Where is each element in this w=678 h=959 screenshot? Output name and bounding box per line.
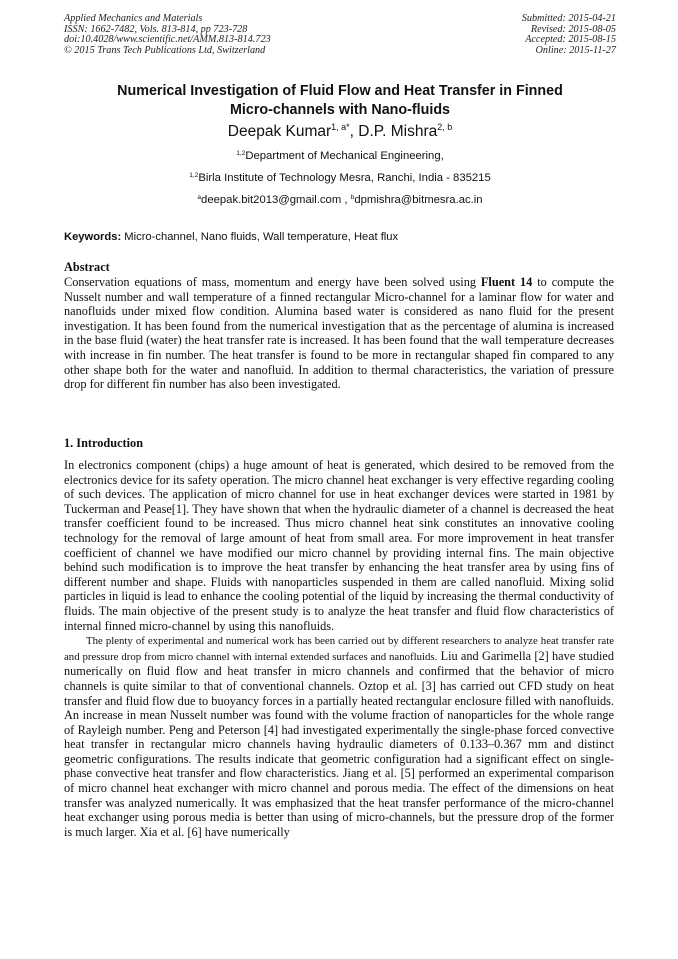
email-b[interactable]: dpmishra@bitmesra.ac.in	[354, 194, 483, 206]
journal-issn: ISSN: 1662-7482, Vols. 813-814, pp 723-728	[64, 23, 248, 35]
journal-info	[64, 14, 271, 56]
aff2-text: Birla Institute of Technology Mesra, Ranchi, India - 835215	[198, 172, 491, 184]
aff1-sup: 1,2	[236, 149, 246, 157]
abstract-text-start: Conservation equations of mass, momentum and energy have been solved using	[64, 275, 481, 289]
intro-paragraph-2-small: The plenty of experimental and numerical work has been carried out by different researchers to analyze heat transfer rate and pressure drop from micro channel with internal extended surfaces and nanofluids.	[64, 635, 614, 663]
date-online: Online: 2015-11-27	[535, 44, 616, 56]
author-emails	[64, 193, 616, 207]
journal-name: Applied Mechanics and Materials	[64, 13, 203, 24]
author-1: Deepak Kumar	[227, 123, 332, 140]
keywords-text: Micro-channel, Nano fluids, Wall temperature, Heat flux	[121, 231, 399, 243]
author-2: D.P. Mishra	[358, 123, 438, 140]
aff2-sup: 1,2	[189, 171, 199, 179]
title-line-2: Micro-channels with Nano-fluids	[229, 101, 451, 118]
intro-paragraph-1: In electronics component (chips) a huge amount of heat is generated, which desired to be removed from the electronics device for its safety operation. The micro channel heat exchanger is very effective regarding cooling of such devices. The application of micro channel for use in heat exchanger devices were started in 1981 by Tuckerman and Pease[1]. They have shown that when the hydraulic diameter of a channel is decreased the heat transfer coefficient found to be increased. Thus micro channel heat sink constitutes an innovative cooling technology for the removal of large amount of heat from small area. For more improvement in heat transfer coefficient of channel we have modified our micro channel by providing internal fins. The main objective behind such modification is to improve the heat transfer by enhancing the heat transfer area by using fins of different number and shape. Fluids with nanoparticles suspended in them are called nanofluid. Mixing solid particles in liquid is lead to enhance the cooling potential of the liquid by increasing the thermal conductivity of fluids. The main objective of the present study is to analyze the heat transfer and fluid flow characteristics of internal finned micro-channel by using this nanofluids.	[64, 458, 614, 633]
abstract-text-end: to compute the Nusselt number and wall temperature of a finned rectangular Micro-channel for a laminar flow for water and nanofluids under mixed flow condition. Alumina based water is considered as nano fluid for the present investigation. It has been found from the numerical investigation that as the percentage of alumina is increased in the base fluid (water) the heat transfer rate is increased. It has been found that the wall temperature decreases with increase in fin number. The heat transfer is found to be more in rectangular shaped fin compared to any other shape both for the water and nanofluid. In addition to thermal characteristics, the variation of pressure drop for different fin number has also been investigated.	[64, 275, 615, 392]
date-accepted: Accepted: 2015-08-15	[525, 34, 616, 46]
abstract-paragraph	[64, 275, 614, 392]
email-separator: ,	[341, 194, 351, 206]
paper-title	[64, 82, 616, 119]
abstract-software: Fluent 14	[480, 275, 533, 289]
keywords-label: Keywords:	[64, 231, 122, 243]
author-list	[64, 122, 616, 142]
abstract-body	[64, 275, 614, 392]
email-b-sup: b	[350, 193, 355, 201]
affiliation-department	[64, 149, 616, 163]
submission-dates	[522, 14, 616, 56]
journal-copyright: © 2015 Trans Tech Publications Ltd, Switzerland	[64, 44, 266, 56]
introduction-heading: 1. Introduction	[64, 436, 144, 450]
intro-paragraph-2-rest: Liu and Garimella [2] have studied numerically on fluid flow and heat transfer in micro channels and confirmed that the behavior of micro channels is quite similar to that of conventional channels. Oztop et al. [3] has carried out CFD study on heat transfer and fluid flow due to buoyancy forces in a partially heated rectangular enclosure filled with nanofluids. An increase in mean Nusselt number was found with the volume fraction of nanoparticles for the whole range of Rayleigh number. Peng and Peterson [4] had investigated experimentally the single-phase forced convective heat transfer in rectangular micro channels having hydraulic diameters of 0.133–0.367 mm and distinct geometric configurations. The results indicate that geometric configuration had a significant effect on single-phase convective heat transfer and flow characteristics. Jiang et al. [5] performed an experimental comparison of micro channel heat exchanger with micro channel and porous media. The effect of the dimensions on heat transfer was analyzed numerically. It was emphasized that the heat transfer performance of the micro-channel heat exchanger using porous media is better than using of micro-channels, but the pressure drop of the former is much larger. Xia et al. [6] have numerically	[64, 648, 614, 839]
keywords	[64, 230, 616, 244]
email-a[interactable]: deepak.bit2013@gmail.com	[201, 194, 342, 206]
author-separator: ,	[349, 123, 359, 140]
introduction-body	[64, 458, 614, 839]
author-2-sup: 2, b	[437, 122, 453, 133]
date-submitted: Submitted: 2015-04-21	[521, 13, 616, 24]
intro-paragraph-2	[64, 633, 614, 839]
affiliation-institute	[64, 171, 616, 185]
date-revised: Revised: 2015-08-05	[530, 23, 616, 35]
author-1-sup: 1, a*	[331, 122, 350, 133]
abstract-heading: Abstract	[64, 260, 110, 274]
aff1-text: Department of Mechanical Engineering,	[245, 150, 444, 162]
journal-doi: doi:10.4028/www.scientific.net/AMM.813-814.723	[64, 34, 271, 46]
title-line-1: Numerical Investigation of Fluid Flow and Heat Transfer in Finned	[117, 83, 563, 99]
email-a-sup: a	[197, 193, 202, 201]
